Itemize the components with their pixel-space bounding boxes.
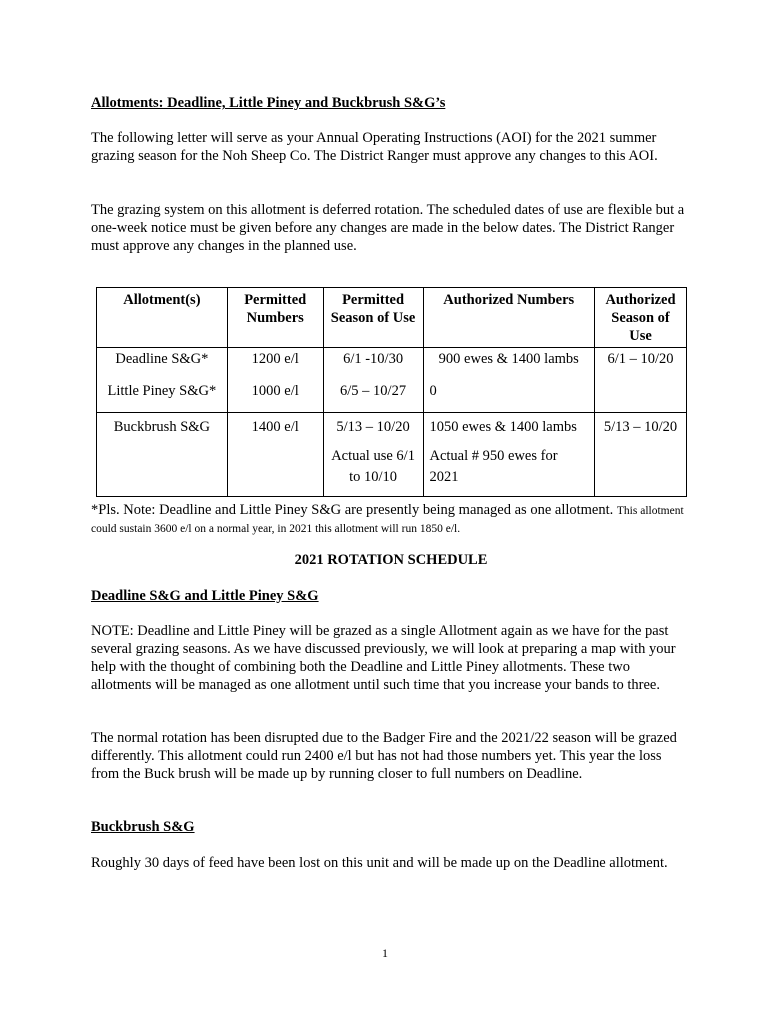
cell-actual-use: Actual use 6/1 to 10/10 (323, 444, 423, 497)
buckbrush-paragraph: Roughly 30 days of feed have been lost on this unit and will be made up on the Deadline allotment. (91, 855, 668, 871)
cell-authorized-season: 5/13 – 10/20 (595, 413, 687, 445)
cell-empty (595, 444, 687, 497)
table-row-continuation (97, 444, 687, 497)
page-number: 1 (382, 946, 388, 960)
cell-permitted-numbers: 1200 e/l (227, 348, 323, 381)
intro-paragraph: The following letter will serve as your Annual Operating Instructions (AOI) for the 2021 summer grazing season for the Noh Sheep Co. The District Ranger must approve any changes to this AOI. (91, 130, 658, 164)
cell-authorized-numbers: 900 ewes & 1400 lambs (423, 348, 595, 381)
cell-authorized-numbers: 0 (423, 380, 595, 413)
cell-permitted-season: 5/13 – 10/20 (323, 413, 423, 445)
allotment-table (96, 287, 687, 497)
deadline-note-paragraph: NOTE: Deadline and Little Piney will be grazed as a single Allotment again as we have for the past several grazing seasons. As we have discussed previously, we will look at preparing a map with your help with the thought of combining both the Deadline and Little Piney allotments. These two allotments will be managed as one allotment until such time that you increase your bands to three. (91, 623, 676, 693)
table-row (97, 348, 687, 381)
cell-empty (227, 444, 323, 497)
cell-permitted-numbers: 1000 e/l (227, 380, 323, 413)
rotation-paragraph: The normal rotation has been disrupted due to the Badger Fire and the 2021/22 season will be grazed differently. This allotment could run 2400 e/l but has not had those numbers yet. This year the loss from the Buck brush will be made up by running closer to full numbers on Deadline. (91, 730, 677, 782)
header-authorized-season: Authorized Season of Use (595, 288, 687, 348)
cell-allotment: Buckbrush S&G (97, 413, 228, 445)
cell-authorized-season (595, 380, 687, 413)
table-row (97, 413, 687, 445)
footnote-small: This allotment could sustain 3600 e/l on a normal year, in 2021 this allotment will run 1850 e/l. (91, 505, 684, 535)
header-allotment: Allotment(s) (97, 288, 228, 348)
cell-actual-number: Actual # 950 ewes for 2021 (423, 444, 595, 497)
cell-permitted-season: 6/1 -10/30 (323, 348, 423, 381)
header-authorized-numbers: Authorized Numbers (423, 288, 595, 348)
deadline-heading: Deadline S&G and Little Piney S&G (91, 588, 319, 604)
table-footnote (91, 502, 691, 538)
table-header-row (97, 288, 687, 348)
schedule-heading: 2021 ROTATION SCHEDULE (294, 552, 488, 568)
cell-allotment: Deadline S&G* (97, 348, 228, 381)
header-permitted-season: Permitted Season of Use (323, 288, 423, 348)
cell-authorized-numbers: 1050 ewes & 1400 lambs (423, 413, 595, 445)
grazing-system-paragraph: The grazing system on this allotment is deferred rotation. The scheduled dates of use are flexible but a one-week notice must be given before any changes are made in the below dates. The District Ranger must approve any changes in the planned use. (91, 202, 685, 254)
cell-authorized-season: 6/1 – 10/20 (595, 348, 687, 381)
header-permitted-numbers: Permitted Numbers (227, 288, 323, 348)
cell-permitted-season: 6/5 – 10/27 (323, 380, 423, 413)
cell-permitted-numbers: 1400 e/l (227, 413, 323, 445)
cell-empty (97, 444, 228, 497)
document-title: Allotments: Deadline, Little Piney and Buckbrush S&G’s (91, 95, 446, 111)
footnote-main: *Pls. Note: Deadline and Little Piney S&G are presently being managed as one allotment. (91, 502, 614, 518)
cell-allotment: Little Piney S&G* (97, 380, 228, 413)
buckbrush-heading: Buckbrush S&G (91, 819, 195, 835)
table-row (97, 380, 687, 413)
